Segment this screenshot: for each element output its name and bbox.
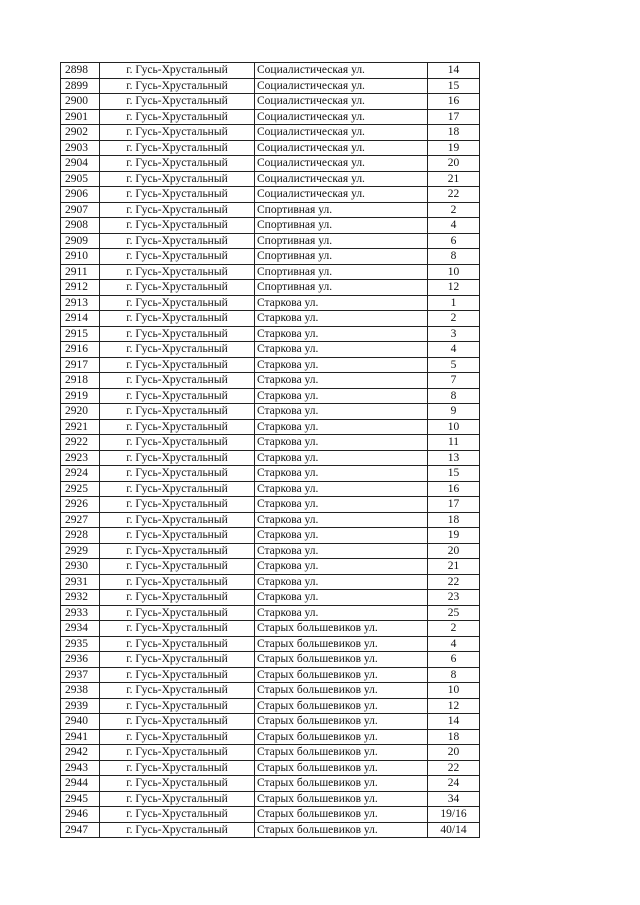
table-row xyxy=(61,543,480,559)
table-row xyxy=(61,559,480,575)
city-cell: г. Гусь-Хрустальный xyxy=(100,171,255,187)
table-row xyxy=(61,714,480,730)
table-row xyxy=(61,667,480,683)
table-row xyxy=(61,807,480,823)
table-row xyxy=(61,590,480,606)
row-number-cell: 2901 xyxy=(61,109,100,125)
house-number-cell: 18 xyxy=(428,729,480,745)
house-number-cell: 10 xyxy=(428,419,480,435)
house-number-cell: 12 xyxy=(428,280,480,296)
house-number-cell: 7 xyxy=(428,373,480,389)
house-number-cell: 4 xyxy=(428,342,480,358)
table-row xyxy=(61,140,480,156)
table-row xyxy=(61,574,480,590)
street-cell: Старкова ул. xyxy=(255,559,428,575)
table-row xyxy=(61,450,480,466)
street-cell: Старкова ул. xyxy=(255,574,428,590)
table-row xyxy=(61,233,480,249)
street-cell: Старых большевиков ул. xyxy=(255,729,428,745)
street-cell: Старкова ул. xyxy=(255,497,428,513)
house-number-cell: 14 xyxy=(428,714,480,730)
row-number-cell: 2933 xyxy=(61,605,100,621)
house-number-cell: 22 xyxy=(428,574,480,590)
table-row xyxy=(61,326,480,342)
street-cell: Старых большевиков ул. xyxy=(255,714,428,730)
table-row xyxy=(61,760,480,776)
row-number-cell: 2927 xyxy=(61,512,100,528)
city-cell: г. Гусь-Хрустальный xyxy=(100,481,255,497)
table-row xyxy=(61,466,480,482)
street-cell: Социалистическая ул. xyxy=(255,63,428,79)
house-number-cell: 40/14 xyxy=(428,822,480,838)
table-row xyxy=(61,605,480,621)
house-number-cell: 11 xyxy=(428,435,480,451)
street-cell: Социалистическая ул. xyxy=(255,140,428,156)
table-row xyxy=(61,125,480,141)
city-cell: г. Гусь-Хрустальный xyxy=(100,311,255,327)
house-number-cell: 21 xyxy=(428,559,480,575)
city-cell: г. Гусь-Хрустальный xyxy=(100,156,255,172)
row-number-cell: 2917 xyxy=(61,357,100,373)
city-cell: г. Гусь-Хрустальный xyxy=(100,295,255,311)
street-cell: Старкова ул. xyxy=(255,311,428,327)
house-number-cell: 20 xyxy=(428,745,480,761)
table-row xyxy=(61,187,480,203)
table-row xyxy=(61,264,480,280)
row-number-cell: 2909 xyxy=(61,233,100,249)
street-cell: Старых большевиков ул. xyxy=(255,652,428,668)
row-number-cell: 2908 xyxy=(61,218,100,234)
street-cell: Старых большевиков ул. xyxy=(255,745,428,761)
street-cell: Старых большевиков ул. xyxy=(255,776,428,792)
house-number-cell: 15 xyxy=(428,466,480,482)
table-row xyxy=(61,729,480,745)
street-cell: Спортивная ул. xyxy=(255,218,428,234)
table-row xyxy=(61,311,480,327)
row-number-cell: 2943 xyxy=(61,760,100,776)
table-row xyxy=(61,621,480,637)
row-number-cell: 2925 xyxy=(61,481,100,497)
city-cell: г. Гусь-Хрустальный xyxy=(100,202,255,218)
city-cell: г. Гусь-Хрустальный xyxy=(100,78,255,94)
row-number-cell: 2920 xyxy=(61,404,100,420)
street-cell: Старкова ул. xyxy=(255,373,428,389)
house-number-cell: 8 xyxy=(428,249,480,265)
row-number-cell: 2910 xyxy=(61,249,100,265)
house-number-cell: 4 xyxy=(428,636,480,652)
row-number-cell: 2930 xyxy=(61,559,100,575)
house-number-cell: 25 xyxy=(428,605,480,621)
house-number-cell: 19/16 xyxy=(428,807,480,823)
house-number-cell: 9 xyxy=(428,404,480,420)
table-row xyxy=(61,636,480,652)
table-row xyxy=(61,481,480,497)
house-number-cell: 2 xyxy=(428,311,480,327)
city-cell: г. Гусь-Хрустальный xyxy=(100,605,255,621)
row-number-cell: 2936 xyxy=(61,652,100,668)
row-number-cell: 2939 xyxy=(61,698,100,714)
house-number-cell: 19 xyxy=(428,140,480,156)
street-cell: Спортивная ул. xyxy=(255,202,428,218)
street-cell: Социалистическая ул. xyxy=(255,187,428,203)
street-cell: Старкова ул. xyxy=(255,326,428,342)
city-cell: г. Гусь-Хрустальный xyxy=(100,807,255,823)
city-cell: г. Гусь-Хрустальный xyxy=(100,125,255,141)
city-cell: г. Гусь-Хрустальный xyxy=(100,822,255,838)
city-cell: г. Гусь-Хрустальный xyxy=(100,760,255,776)
street-cell: Спортивная ул. xyxy=(255,249,428,265)
row-number-cell: 2921 xyxy=(61,419,100,435)
row-number-cell: 2898 xyxy=(61,63,100,79)
row-number-cell: 2944 xyxy=(61,776,100,792)
city-cell: г. Гусь-Хрустальный xyxy=(100,249,255,265)
city-cell: г. Гусь-Хрустальный xyxy=(100,636,255,652)
city-cell: г. Гусь-Хрустальный xyxy=(100,109,255,125)
street-cell: Старых большевиков ул. xyxy=(255,807,428,823)
house-number-cell: 18 xyxy=(428,512,480,528)
table-row xyxy=(61,171,480,187)
house-number-cell: 3 xyxy=(428,326,480,342)
city-cell: г. Гусь-Хрустальный xyxy=(100,698,255,714)
house-number-cell: 20 xyxy=(428,156,480,172)
house-number-cell: 13 xyxy=(428,450,480,466)
row-number-cell: 2945 xyxy=(61,791,100,807)
table-row xyxy=(61,202,480,218)
city-cell: г. Гусь-Хрустальный xyxy=(100,218,255,234)
house-number-cell: 20 xyxy=(428,543,480,559)
house-number-cell: 6 xyxy=(428,233,480,249)
street-cell: Спортивная ул. xyxy=(255,280,428,296)
street-cell: Спортивная ул. xyxy=(255,264,428,280)
street-cell: Старкова ул. xyxy=(255,543,428,559)
table-row xyxy=(61,419,480,435)
house-number-cell: 18 xyxy=(428,125,480,141)
city-cell: г. Гусь-Хрустальный xyxy=(100,776,255,792)
row-number-cell: 2924 xyxy=(61,466,100,482)
city-cell: г. Гусь-Хрустальный xyxy=(100,621,255,637)
row-number-cell: 2942 xyxy=(61,745,100,761)
street-cell: Старкова ул. xyxy=(255,590,428,606)
city-cell: г. Гусь-Хрустальный xyxy=(100,652,255,668)
city-cell: г. Гусь-Хрустальный xyxy=(100,729,255,745)
street-cell: Старкова ул. xyxy=(255,342,428,358)
city-cell: г. Гусь-Хрустальный xyxy=(100,683,255,699)
row-number-cell: 2946 xyxy=(61,807,100,823)
house-number-cell: 21 xyxy=(428,171,480,187)
street-cell: Социалистическая ул. xyxy=(255,171,428,187)
street-cell: Социалистическая ул. xyxy=(255,94,428,110)
row-number-cell: 2911 xyxy=(61,264,100,280)
table-row xyxy=(61,78,480,94)
city-cell: г. Гусь-Хрустальный xyxy=(100,187,255,203)
street-cell: Старкова ул. xyxy=(255,357,428,373)
city-cell: г. Гусь-Хрустальный xyxy=(100,63,255,79)
house-number-cell: 24 xyxy=(428,776,480,792)
city-cell: г. Гусь-Хрустальный xyxy=(100,404,255,420)
city-cell: г. Гусь-Хрустальный xyxy=(100,667,255,683)
row-number-cell: 2932 xyxy=(61,590,100,606)
row-number-cell: 2947 xyxy=(61,822,100,838)
city-cell: г. Гусь-Хрустальный xyxy=(100,233,255,249)
row-number-cell: 2940 xyxy=(61,714,100,730)
table-row xyxy=(61,512,480,528)
row-number-cell: 2903 xyxy=(61,140,100,156)
city-cell: г. Гусь-Хрустальный xyxy=(100,450,255,466)
row-number-cell: 2929 xyxy=(61,543,100,559)
table-row xyxy=(61,497,480,513)
table-row xyxy=(61,388,480,404)
table-row xyxy=(61,63,480,79)
house-number-cell: 2 xyxy=(428,202,480,218)
city-cell: г. Гусь-Хрустальный xyxy=(100,280,255,296)
table-row xyxy=(61,435,480,451)
table-row xyxy=(61,822,480,838)
city-cell: г. Гусь-Хрустальный xyxy=(100,543,255,559)
house-number-cell: 12 xyxy=(428,698,480,714)
table-row xyxy=(61,295,480,311)
table-row xyxy=(61,156,480,172)
street-cell: Старых большевиков ул. xyxy=(255,760,428,776)
table-row xyxy=(61,373,480,389)
row-number-cell: 2926 xyxy=(61,497,100,513)
street-cell: Старых большевиков ул. xyxy=(255,636,428,652)
street-cell: Старых большевиков ул. xyxy=(255,822,428,838)
row-number-cell: 2938 xyxy=(61,683,100,699)
street-cell: Социалистическая ул. xyxy=(255,156,428,172)
house-number-cell: 16 xyxy=(428,481,480,497)
house-number-cell: 34 xyxy=(428,791,480,807)
street-cell: Социалистическая ул. xyxy=(255,125,428,141)
street-cell: Старкова ул. xyxy=(255,512,428,528)
table-row xyxy=(61,357,480,373)
table-row xyxy=(61,342,480,358)
row-number-cell: 2907 xyxy=(61,202,100,218)
row-number-cell: 2905 xyxy=(61,171,100,187)
house-number-cell: 1 xyxy=(428,295,480,311)
city-cell: г. Гусь-Хрустальный xyxy=(100,342,255,358)
table-row xyxy=(61,791,480,807)
house-number-cell: 14 xyxy=(428,63,480,79)
city-cell: г. Гусь-Хрустальный xyxy=(100,419,255,435)
row-number-cell: 2934 xyxy=(61,621,100,637)
street-cell: Спортивная ул. xyxy=(255,233,428,249)
table-row xyxy=(61,776,480,792)
table-row xyxy=(61,683,480,699)
city-cell: г. Гусь-Хрустальный xyxy=(100,373,255,389)
city-cell: г. Гусь-Хрустальный xyxy=(100,264,255,280)
address-table-body xyxy=(61,63,480,838)
city-cell: г. Гусь-Хрустальный xyxy=(100,357,255,373)
house-number-cell: 16 xyxy=(428,94,480,110)
table-row xyxy=(61,109,480,125)
city-cell: г. Гусь-Хрустальный xyxy=(100,435,255,451)
house-number-cell: 22 xyxy=(428,760,480,776)
row-number-cell: 2899 xyxy=(61,78,100,94)
row-number-cell: 2931 xyxy=(61,574,100,590)
street-cell: Старкова ул. xyxy=(255,528,428,544)
house-number-cell: 8 xyxy=(428,667,480,683)
row-number-cell: 2916 xyxy=(61,342,100,358)
street-cell: Старкова ул. xyxy=(255,481,428,497)
street-cell: Старкова ул. xyxy=(255,419,428,435)
row-number-cell: 2941 xyxy=(61,729,100,745)
table-row xyxy=(61,218,480,234)
row-number-cell: 2919 xyxy=(61,388,100,404)
house-number-cell: 19 xyxy=(428,528,480,544)
street-cell: Социалистическая ул. xyxy=(255,78,428,94)
row-number-cell: 2922 xyxy=(61,435,100,451)
table-row xyxy=(61,404,480,420)
house-number-cell: 22 xyxy=(428,187,480,203)
table-row xyxy=(61,745,480,761)
street-cell: Старкова ул. xyxy=(255,605,428,621)
house-number-cell: 10 xyxy=(428,683,480,699)
city-cell: г. Гусь-Хрустальный xyxy=(100,791,255,807)
row-number-cell: 2906 xyxy=(61,187,100,203)
city-cell: г. Гусь-Хрустальный xyxy=(100,590,255,606)
row-number-cell: 2913 xyxy=(61,295,100,311)
city-cell: г. Гусь-Хрустальный xyxy=(100,466,255,482)
table-row xyxy=(61,698,480,714)
row-number-cell: 2937 xyxy=(61,667,100,683)
house-number-cell: 23 xyxy=(428,590,480,606)
street-cell: Старкова ул. xyxy=(255,404,428,420)
city-cell: г. Гусь-Хрустальный xyxy=(100,574,255,590)
table-row xyxy=(61,94,480,110)
street-cell: Старых большевиков ул. xyxy=(255,667,428,683)
city-cell: г. Гусь-Хрустальный xyxy=(100,714,255,730)
street-cell: Старкова ул. xyxy=(255,450,428,466)
street-cell: Старкова ул. xyxy=(255,435,428,451)
address-table xyxy=(60,62,480,838)
row-number-cell: 2900 xyxy=(61,94,100,110)
row-number-cell: 2928 xyxy=(61,528,100,544)
row-number-cell: 2935 xyxy=(61,636,100,652)
row-number-cell: 2912 xyxy=(61,280,100,296)
street-cell: Старых большевиков ул. xyxy=(255,683,428,699)
row-number-cell: 2915 xyxy=(61,326,100,342)
city-cell: г. Гусь-Хрустальный xyxy=(100,326,255,342)
house-number-cell: 10 xyxy=(428,264,480,280)
row-number-cell: 2902 xyxy=(61,125,100,141)
street-cell: Старых большевиков ул. xyxy=(255,698,428,714)
table-row xyxy=(61,528,480,544)
row-number-cell: 2914 xyxy=(61,311,100,327)
street-cell: Старкова ул. xyxy=(255,388,428,404)
row-number-cell: 2923 xyxy=(61,450,100,466)
city-cell: г. Гусь-Хрустальный xyxy=(100,497,255,513)
table-row xyxy=(61,280,480,296)
city-cell: г. Гусь-Хрустальный xyxy=(100,559,255,575)
city-cell: г. Гусь-Хрустальный xyxy=(100,140,255,156)
house-number-cell: 5 xyxy=(428,357,480,373)
house-number-cell: 8 xyxy=(428,388,480,404)
street-cell: Социалистическая ул. xyxy=(255,109,428,125)
row-number-cell: 2918 xyxy=(61,373,100,389)
house-number-cell: 4 xyxy=(428,218,480,234)
street-cell: Старых большевиков ул. xyxy=(255,791,428,807)
street-cell: Старкова ул. xyxy=(255,466,428,482)
city-cell: г. Гусь-Хрустальный xyxy=(100,512,255,528)
house-number-cell: 2 xyxy=(428,621,480,637)
city-cell: г. Гусь-Хрустальный xyxy=(100,94,255,110)
row-number-cell: 2904 xyxy=(61,156,100,172)
house-number-cell: 15 xyxy=(428,78,480,94)
house-number-cell: 6 xyxy=(428,652,480,668)
city-cell: г. Гусь-Хрустальный xyxy=(100,528,255,544)
city-cell: г. Гусь-Хрустальный xyxy=(100,745,255,761)
table-row xyxy=(61,652,480,668)
street-cell: Старых большевиков ул. xyxy=(255,621,428,637)
city-cell: г. Гусь-Хрустальный xyxy=(100,388,255,404)
table-row xyxy=(61,249,480,265)
house-number-cell: 17 xyxy=(428,109,480,125)
house-number-cell: 17 xyxy=(428,497,480,513)
street-cell: Старкова ул. xyxy=(255,295,428,311)
